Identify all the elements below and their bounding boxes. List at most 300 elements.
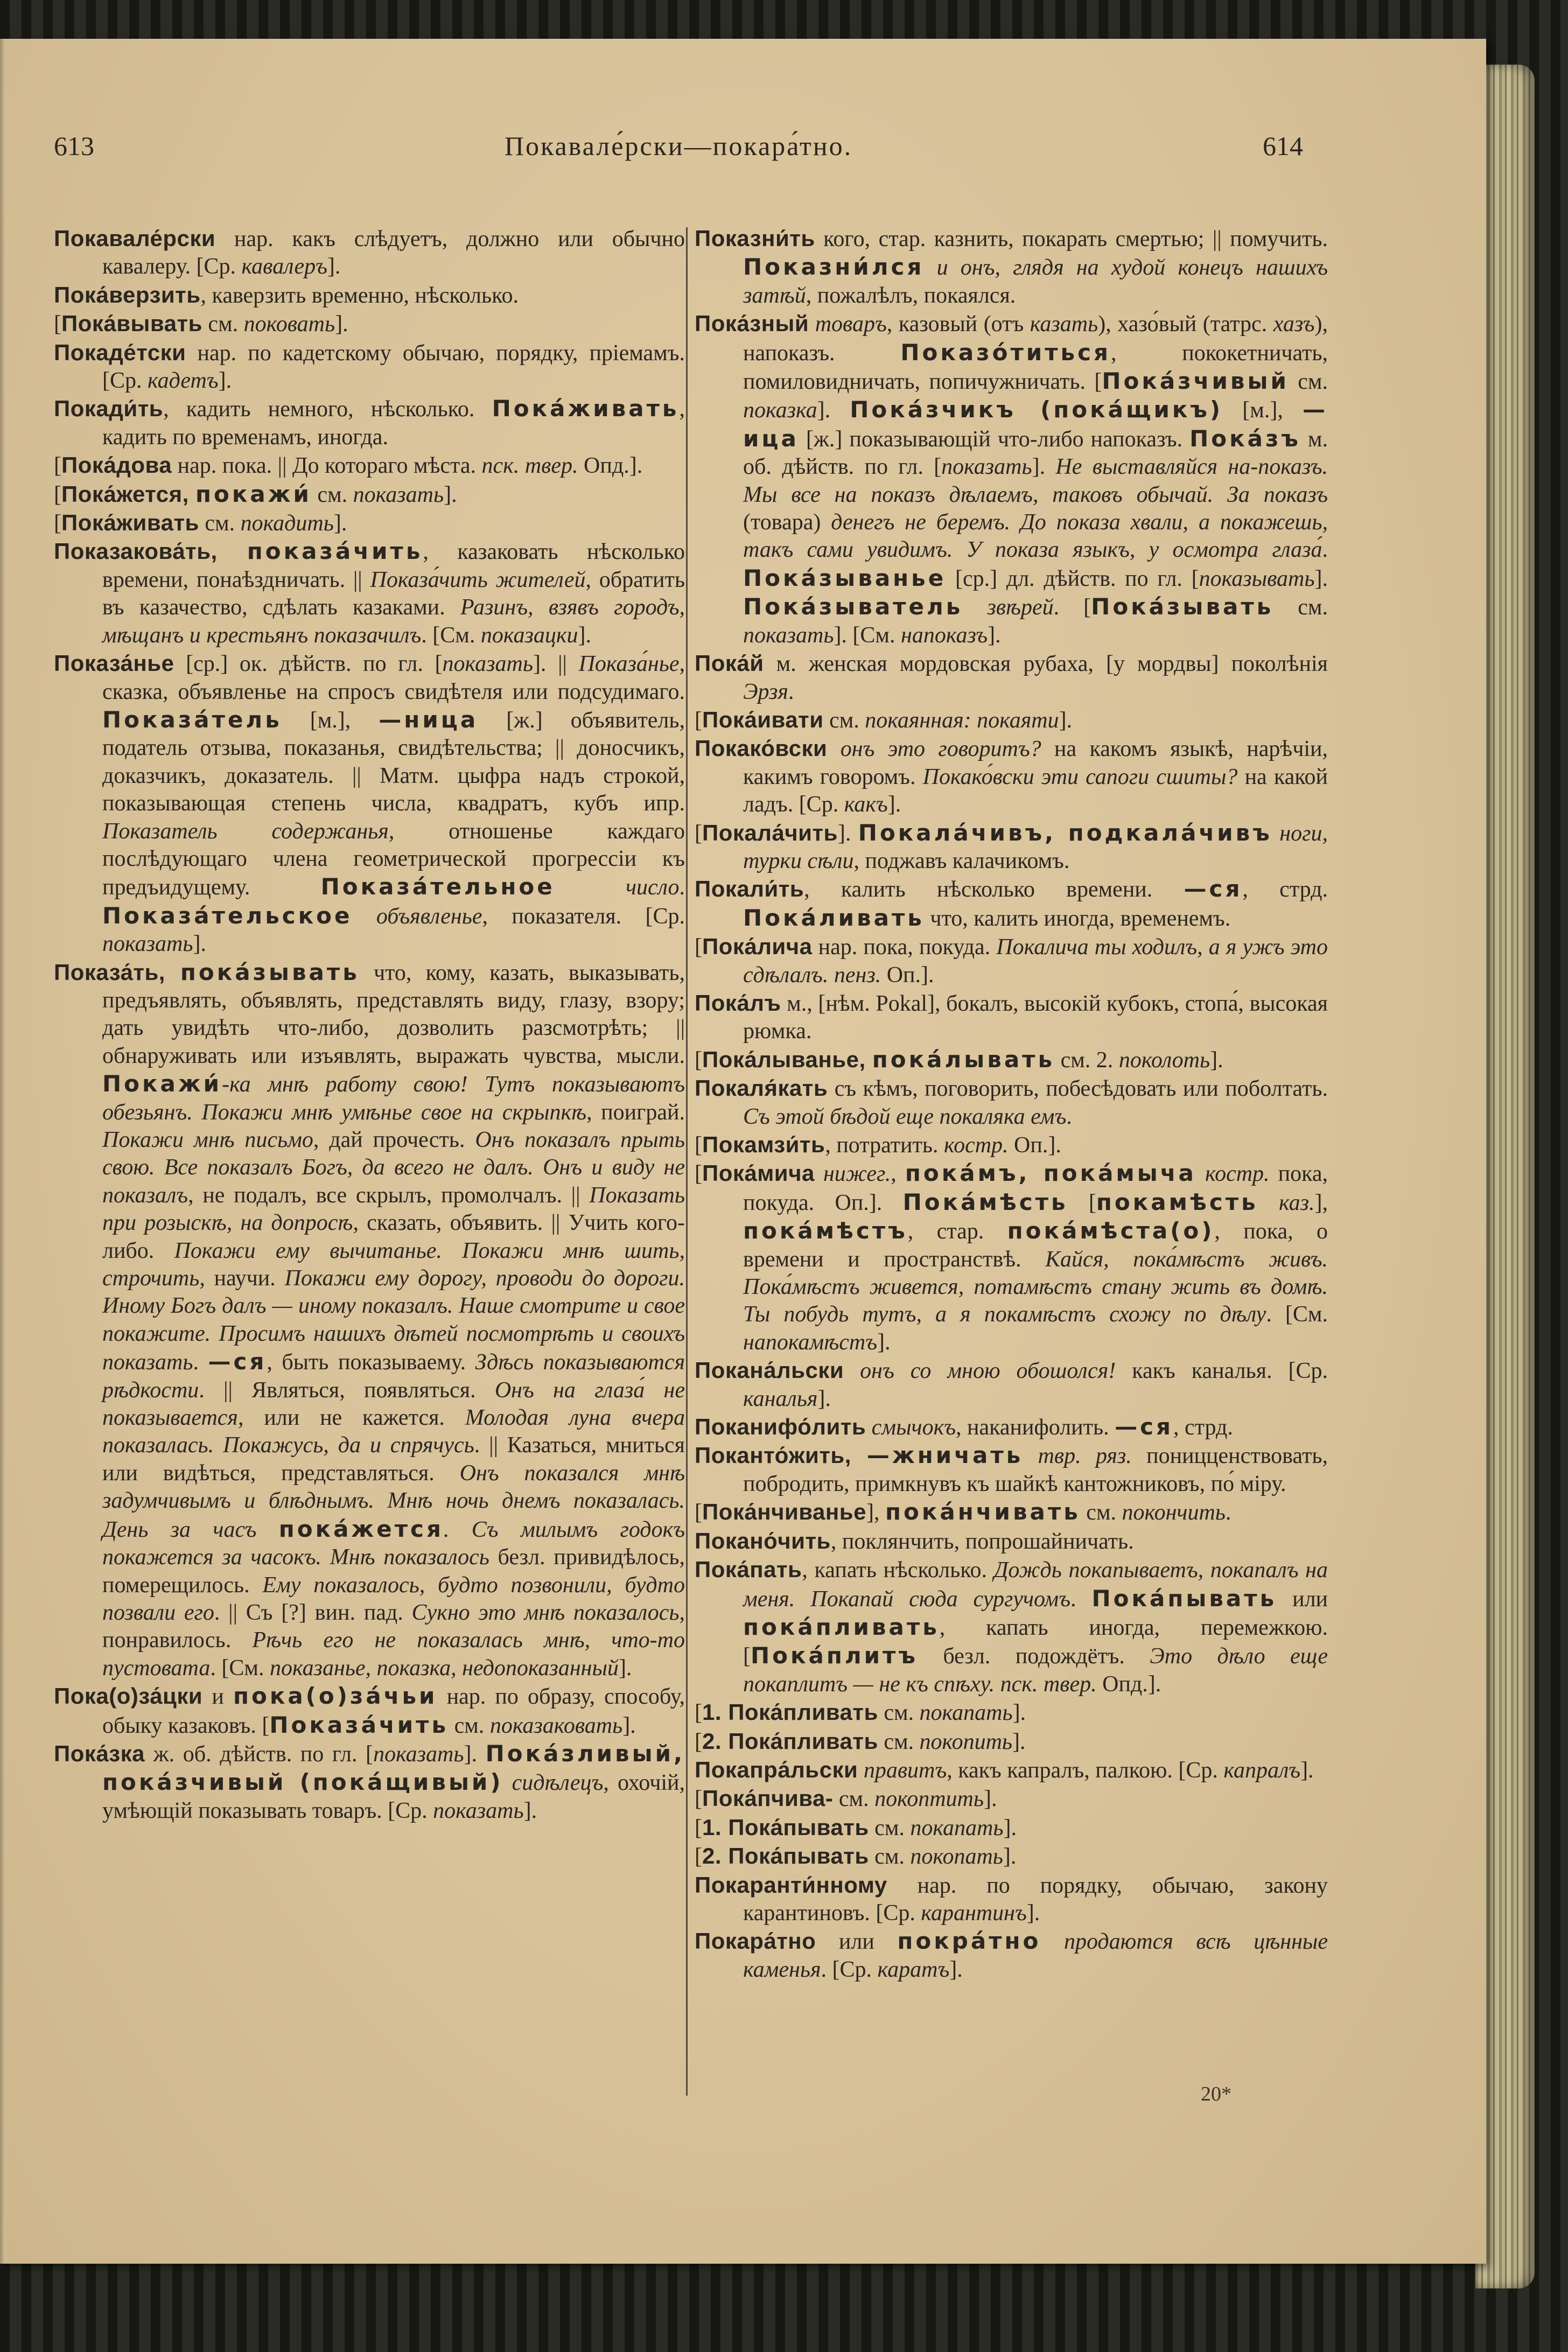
left-column [54,225,685,1825]
italic-example: покопать [910,1844,1003,1870]
headword: Пока(о)за́цки [54,1683,203,1709]
definition-text: ]. [1059,708,1073,733]
definition-text: , обратить въ казачество, сдѣлать казаками. [102,567,685,620]
dictionary-entry [695,1413,1328,1441]
derived-headword: пока́жется [278,1515,444,1542]
derived-headword: пока́пливать [743,1613,940,1640]
definition-text: ]. [444,482,457,507]
headword: Пока́вывать [61,311,202,337]
dictionary-entry [695,1131,1328,1159]
definition-text [844,1359,860,1383]
derived-headword: Показо́титься [900,339,1111,366]
definition-text: ]. [622,1713,636,1738]
definition-text: . [1070,1586,1092,1612]
definition-text: . [679,875,685,900]
italic-example: покапать [910,1815,1004,1840]
signature-mark: 20* [1201,2083,1231,2105]
headword: Покако́вски [695,736,828,761]
definition-text: , охочій, умѣющій показывать товаръ. [Ср. [102,1770,685,1823]
right-column [695,225,1328,1984]
headword: Покавале́рски [54,226,216,251]
derived-headword: Покала́чивъ, подкала́чивъ [858,819,1272,846]
italic-example: покончить [1122,1500,1226,1525]
definition-text: , или не кажется. [237,1405,465,1431]
headword: Пока́лъ [695,990,781,1016]
italic-example: ноги, турки сѣли [743,821,1328,873]
definition-text: Опд.]. [578,453,643,479]
definition-text: [м.], [282,708,379,733]
definition-text: , пококетничать, помиловидничать, попичужничать. [ [743,340,1328,395]
definition-text: [ [695,1729,702,1754]
derived-headword: Пока́зыватель [743,593,963,620]
dictionary-entry [695,875,1328,933]
derived-headword: Пока́пывать [1091,1585,1277,1612]
italic-example: смычокъ [871,1415,956,1440]
headword: Покано́чить [695,1528,831,1553]
definition-text: , стар. [907,1219,1007,1244]
definition-text: , отношенье каждаго послѣдующаго члена геометрической прогрессіи къ предъидущему. [102,818,685,900]
definition-text [1258,1191,1279,1215]
headword: Пока́живать [61,510,199,536]
headword: Поканифо́лить [695,1414,866,1440]
definition-text: ), хазо́вый (татрс. [1098,312,1273,337]
definition-text: или [1277,1586,1328,1612]
italic-example: покоптить [874,1787,984,1812]
derived-headword: —ница [379,706,479,733]
definition-text: , наканифолить. [956,1415,1115,1440]
definition-text: [ [695,1700,702,1726]
headword: 1. Пока́пывать [702,1814,869,1840]
dictionary-entry [695,225,1328,310]
derived-headword: Пока́зывать [1091,593,1274,620]
definition-text: см. [1273,595,1328,620]
italic-example: Онъ показался мнѣ задумчивымъ и блѣднымъ. Мнѣ ночь днемъ показалась. День за часъ [102,1460,685,1542]
italic-example: Съ милымъ годокъ покажется за часокъ. Мнѣ показалось [102,1517,685,1570]
definition-text [827,737,840,761]
derived-headword: пока́мъ, пока́мыча [905,1160,1196,1187]
headword: Пока́й [695,650,764,676]
definition-text: . || Съ [?] вин. пад. [214,1600,412,1625]
italic-example: Показа́чить жителей [370,567,586,592]
italic-example: Покалича ты ходилъ, а я ужъ это сдѣлалъ. пенз. [743,935,1328,988]
italic-example: напоказъ [901,622,988,648]
definition-text: . [788,679,794,704]
italic-example: покапать [919,1700,1013,1726]
definition-text: , капать иногда, перемежкою. [ [743,1615,1328,1669]
definition-text: . || Казаться, мниться или видѣться, представляться. [102,1433,685,1486]
definition-text: ]. [193,932,206,957]
headword: Показни́ть [695,226,815,251]
dictionary-entry [54,339,685,395]
italic-example: Покажи мнѣ письмо [102,1128,313,1152]
definition-text [503,1770,512,1795]
italic-example: пск. твер. [481,453,578,479]
derived-headword: пока́мѣста(о) [1007,1217,1215,1244]
definition-text: ], [866,1500,885,1525]
definition-text: , калить нѣсколько времени. [804,877,1184,902]
definition-text: , какъ капралъ, палкою. [Ср. [947,1758,1224,1783]
definition-text: см. 2. [1055,1047,1119,1073]
dictionary-entry [54,1682,685,1740]
dictionary-entry [695,1871,1328,1928]
definition-text: нар. по кадетскому обычаю, порядку, пріемамъ. [Ср. [102,340,685,394]
definition-text: ]. [1314,566,1328,591]
definition-text: нар. какъ слѣдуетъ, должно или обычно кавалеру. [Ср. [102,227,685,279]
definition-text: [ [54,312,61,337]
derived-headword: Пока́плитъ [751,1642,918,1669]
definition-text: ]. [333,511,347,536]
italic-example: правитъ [863,1758,947,1783]
headword: Поканто́жить, [695,1443,867,1468]
definition-text: или [816,1929,898,1955]
definition-text: ]. [817,1386,831,1411]
definition-text: см. [199,511,241,536]
dictionary-entry [54,480,685,509]
headword: Покана́льски [695,1357,844,1383]
definition-text: [ [695,708,702,733]
definition-text: см. [449,1713,490,1738]
definition-text: ]. [См. [834,622,901,648]
definition-text: см. [823,708,865,733]
definition-text: , поиграй. [586,1100,685,1125]
definition-text: ]. [1032,454,1056,480]
definition-text: съ кѣмъ, поговорить, побесѣдовать или поболтать. [828,1076,1328,1102]
headword: Пока́нчиванье [702,1499,866,1525]
italic-example: показать [353,482,444,507]
italic-example: покаянная: покаяти [865,708,1059,733]
derived-headword: Показни́лся [743,254,925,281]
derived-headword: пока́мѣстъ [743,1217,908,1244]
definition-text: , капать нѣсколько. [802,1558,994,1583]
headword: Пока́дова [61,452,172,478]
definition-text: [ср.] дл. дѣйств. по гл. [ [946,566,1199,591]
definition-text: ]. [523,1798,537,1823]
definition-text: ]. [1003,1815,1017,1840]
definition-text: , показателя. [Ср. [482,904,685,929]
italic-example: хазъ [1273,312,1315,337]
definition-text: на какомъ языкѣ, нарѣчіи, какимъ говоромъ. [743,737,1328,789]
derived-headword: Показа́тельное [320,873,555,900]
derived-headword: Пока́зчикъ (пока́щикъ) [850,396,1223,423]
definition-text: , не подалъ, все скрылъ, промолчалъ. || [188,1182,590,1208]
dictionary-entry [695,1842,1328,1871]
italic-example: показанье, показка, недопоказанный [269,1655,619,1681]
dictionary-entry [695,1356,1328,1413]
definition-text: , сказать, объявить. || Учить кого-либо. [102,1210,685,1263]
italic-example: Ему показалось, будто позвонили, будто позвали его [102,1572,685,1625]
dictionary-entry [695,819,1328,876]
italic-example: твр. ряз. [1038,1444,1132,1469]
definition-text: , понравилось. [102,1600,685,1653]
italic-example: товаръ [815,312,887,337]
dictionary-entry [695,1556,1328,1698]
dictionary-entry [695,1074,1328,1131]
definition-text [809,312,815,337]
dictionary-entry [695,1727,1328,1756]
definition-text: . [1066,1104,1072,1129]
definition-text: , потратить. [825,1133,944,1158]
dictionary-entry [695,1046,1328,1074]
headword: Покали́ть [695,876,804,902]
definition-text [1041,1929,1064,1954]
dictionary-entry [695,1441,1328,1498]
dictionary-entry [695,1756,1328,1784]
italic-example: сидѣлецъ [512,1770,604,1796]
dictionary-entry [695,1784,1328,1813]
definition-text: , пожалѣлъ, покаялся. [806,283,1016,308]
italic-example: показывать [1199,566,1315,591]
definition-text: нар. по образу, способу, обыку казаковъ. [ [102,1684,685,1738]
definition-text: безл. подождётъ. [918,1644,1150,1669]
dictionary-entry [695,310,1328,649]
definition-text [1272,821,1279,846]
derived-headword: пока(о)за́чьи [233,1683,438,1710]
definition-text: что, кому, казать, выказывать, предъявлять, объявлять, представлять виду, глазу, взору; дать увидѣть что-либо, дозволить разсмотрѣть; || обнаруживать или изъявлять, выражать чувства, мысли. [102,960,685,1068]
definition-text: , стрд. [1242,877,1328,902]
definition-text: . [1225,1500,1231,1525]
derived-headword: —ся [1184,876,1243,902]
dictionary-entry [54,281,685,310]
definition-text: что, калить иногда, временемъ. [924,906,1231,931]
headword: Показа́ть, [54,959,180,985]
dictionary-entry [695,1498,1328,1527]
page-number-right: 614 [1263,131,1303,161]
headword: Пока́пать [695,1557,802,1583]
definition-text: Оп.]. [1008,1133,1061,1158]
definition-text: ]. [1012,1729,1026,1754]
derived-headword: пока́зывать [180,958,360,985]
definition-text: кого, стар. казнить, покарать смертью; || помучить. [815,227,1328,251]
italic-example: какъ [844,792,888,817]
italic-example: показать [373,1741,464,1767]
definition-text: ]. || [533,652,579,677]
italic-example: Показа́нье [578,652,680,677]
dictionary-entry [695,1698,1328,1727]
definition-text [963,595,987,620]
definition-text: . [См. [210,1655,270,1681]
italic-example: каналья [743,1386,818,1411]
headword: 2. Пока́пливать [702,1728,878,1754]
headword: Показакова́ть, [54,538,247,564]
italic-example: костр. [944,1133,1009,1158]
derived-headword: покра́тно [897,1928,1041,1955]
running-header [54,130,1303,173]
italic-example: Показать при розыскѣ, на допросѣ [102,1182,685,1236]
derived-headword: —ица [743,396,1328,452]
definition-text: , пока, о времени и пространствѣ. [743,1219,1328,1272]
italic-example: звѣрей [987,595,1054,620]
italic-example: Дождь покапываетъ, покапалъ на меня. Покапай сюда сургучомъ [743,1558,1328,1612]
headword: Пока́зка [54,1740,145,1766]
definition-text: [ [695,1161,702,1187]
definition-text: ж. об. дѣйств. по гл. [ [144,1741,374,1767]
definition-text: ]. [949,1957,963,1982]
italic-example: Покажи ему вычитанье. Покажи мнѣ шить, строчить [102,1238,685,1291]
headword: Покапра́льски [695,1756,858,1782]
definition-text: поницценствовать, побродить, примкнувъ къ шайкѣ кантожниковъ, по́ міру. [743,1444,1328,1496]
definition-text: [ [695,1500,702,1525]
italic-example: поковать [243,312,335,337]
headword: Покамзи́ть [702,1132,825,1157]
headword: Покаранти́нному [695,1872,887,1898]
italic-example: кадетъ [148,368,219,394]
definition-text: [ [695,1815,702,1840]
italic-example: Не выставляйся на-показъ. Мы все на показъ дѣлаемъ, таковъ обычай. За показъ [743,454,1328,507]
italic-example: Покако́вски эти сапоги сшиты? [922,764,1238,789]
derived-headword: пока́лывать [872,1046,1055,1073]
definition-text: нар. пока. || До котораго мѣста. [172,453,482,479]
dictionary-entry [695,1927,1328,1984]
italic-example: Молодая луна вчера показалась. Покажусь, да и спрячусь [102,1405,685,1458]
dictionary-entry [54,1740,685,1825]
dictionary-entry [695,734,1328,818]
dictionary-entry [54,395,685,451]
headword: Покара́тно [695,1928,816,1954]
italic-example: число [626,875,680,900]
definition-text: , кадить по временамъ, иногда. [102,397,685,450]
definition-text: ]. [327,254,341,279]
headword: 2. Пока́пывать [702,1843,869,1869]
italic-example: капралъ [1223,1758,1301,1783]
italic-example: Разинъ, взявъ городъ, мѣщанъ и крестьянъ показачилъ [102,595,685,648]
italic-example: онъ со мною обошолся! [860,1359,1116,1384]
definition-text: см. [1289,369,1328,395]
definition-text: [ [695,1787,702,1812]
derived-headword: Пока́зливый, пока́зчивый (пока́щивый) [102,1740,685,1796]
headword: Пока́пчива- [702,1786,834,1811]
italic-example: показать [102,932,193,957]
definition-text: ]. [1003,1844,1017,1870]
definition-text [353,904,376,929]
italic-example: Показатель содержанья [102,818,389,844]
definition-text: , быть показываему. [267,1350,475,1375]
definition-text: м., [нѣм. Pokal], бокалъ, высокій кубокъ, стопа́, высокая рюмка. [743,991,1328,1044]
definition-text: [ [54,482,61,507]
italic-example: костр. [1205,1161,1270,1187]
definition-text [815,1161,823,1186]
derived-headword: Показа́тельское [102,902,353,929]
definition-text: см. [833,1787,875,1812]
headword: Пока́лича [702,934,813,960]
dictionary-entry [695,933,1328,989]
definition-text: м. об. дѣйств. по гл. [ [743,426,1328,480]
dictionary-entry [695,1159,1328,1356]
derived-headword: Пока́зыванье [743,564,947,591]
definition-text: , стрд. [1173,1415,1233,1440]
definition-text: [ [695,1844,702,1870]
italic-example: поколоть [1118,1047,1210,1073]
italic-example: Это дѣло еще покаплитъ — не къ спѣху. пск. твер. [743,1644,1328,1697]
definition-text: , кадить немного, нѣсколько. [163,397,492,422]
definition-text: [ [695,935,702,960]
derived-headword: покамѣсть [1096,1188,1258,1215]
dictionary-entry [695,1814,1328,1842]
definition-text [924,255,936,280]
italic-example: каратъ [877,1957,950,1982]
italic-example: нижег. [823,1161,891,1187]
definition-text: . [193,1350,208,1375]
definition-text: (товара) [743,510,831,535]
definition-text: [ [695,821,702,846]
definition-text: ]. [464,1741,486,1767]
definition-text: ]. [578,622,591,648]
definition-text: безл. привидѣлось, померещилось. [102,1545,685,1598]
dictionary-page [0,39,1486,2264]
definition-text: ]. [817,398,850,423]
definition-text: см. [878,1729,920,1754]
derived-headword: Показа́тель [102,706,282,733]
dictionary-entry [54,537,685,649]
italic-example: Кайся, пока́мѣстъ живъ. Пока́мѣстъ живется, потамѣстъ стану жить въ домѣ. Ты побудь тутъ, а я покамѣстъ схожу по дѣлу [743,1247,1328,1327]
definition-text: на какой ладъ. [Ср. [743,764,1328,817]
headword: Пока́зный [695,311,809,337]
italic-example: покопить [919,1729,1013,1754]
definition-text: , сказка, объявленье на спросъ свидѣтеля или подсудимаго. [102,652,685,704]
definition-text: и [202,1684,233,1710]
derived-headword: показа́чить [247,538,423,565]
italic-example: продаются всѣ цѣнные каменья [743,1929,1328,1982]
headword: Покаля́кать [695,1075,828,1101]
definition-text: ]. [988,622,1001,648]
italic-example: Здѣсь показываются рѣдкости [102,1350,685,1403]
italic-example: показацки [480,622,578,648]
headword: Пока́жется, [61,481,195,507]
dictionary-entry [54,509,685,537]
italic-example: показать [941,454,1032,480]
derived-headword: Пока́ливать [743,904,925,931]
definition-text: . [См. [421,622,481,648]
definition-text: пока, покуда. Оп.]. [743,1161,1328,1215]
definition-text: [ [1068,1190,1096,1215]
definition-text: , дай прочесть. [313,1128,475,1152]
definition-text: . [1322,537,1328,563]
italic-example: Рѣчь его не показалась мнѣ, что-то пустовата [102,1628,685,1681]
dictionary-entry [54,649,685,958]
definition-text: ]. [218,368,232,394]
definition-text: см. [869,1844,911,1870]
definition-text: , каверзить временно, нѣсколько. [200,283,519,308]
derived-headword: Показа́чить [269,1711,449,1738]
italic-example: кавалеръ [241,254,327,279]
derived-headword: —ся [1115,1413,1173,1440]
derived-headword: Пока́зъ [1189,425,1301,452]
definition-text [555,875,626,900]
italic-example: показаковать [489,1713,623,1738]
definition-text [1023,1444,1038,1468]
italic-example: . [443,1517,450,1542]
headword: Пока́верзить [54,282,201,307]
headword: Пока́лыванье, [702,1046,872,1072]
definition-text: ], [1314,1190,1328,1215]
definition-text: [ср.] ок. дѣйств. по гл. [ [174,652,443,677]
italic-example: Покажи ему дорогу, проводи до дороги. Иному Богъ далъ — иному показалъ. Наше смотрите и свое покажите. Просимъ нашихъ дѣтей посмотрѣть и своихъ показать [102,1266,685,1375]
definition-text: ]. [877,1329,891,1355]
derived-headword: пока́нчивать [885,1499,1081,1525]
definition-text [1196,1161,1205,1186]
definition-text: . [ [1053,595,1091,620]
definition-text: ]. [335,312,348,337]
page-number-left: 613 [54,131,94,161]
italic-example: -ка мнѣ работу свою! Тутъ показываютъ обезьянъ. Покажи мнѣ умѣнье свое на скрыпкѣ [102,1072,685,1125]
definition-text: [ж.] объявитель, податель отзыва, показанья, свидѣтельства; || доносчикъ, доказчикъ, доказатель. || Матм. цыфра надъ строкой, показывающая степень числа, квадратъ, кубъ ипр. [102,708,685,816]
definition-text: ]. [887,792,901,817]
dictionary-entry [54,451,685,480]
definition-text: , казаковать нѣсколько времени, понаѣздничать. || [102,540,685,592]
italic-example: денегъ не беремъ. До показа хвали, а покажешь, такъ сами увидимъ. У показа языкъ, у осмотра глаза́ [743,510,1328,563]
headword: Покаде́тски [54,339,186,365]
italic-example: показка [743,398,817,423]
derived-headword: Пока́зчивый [1102,368,1289,395]
